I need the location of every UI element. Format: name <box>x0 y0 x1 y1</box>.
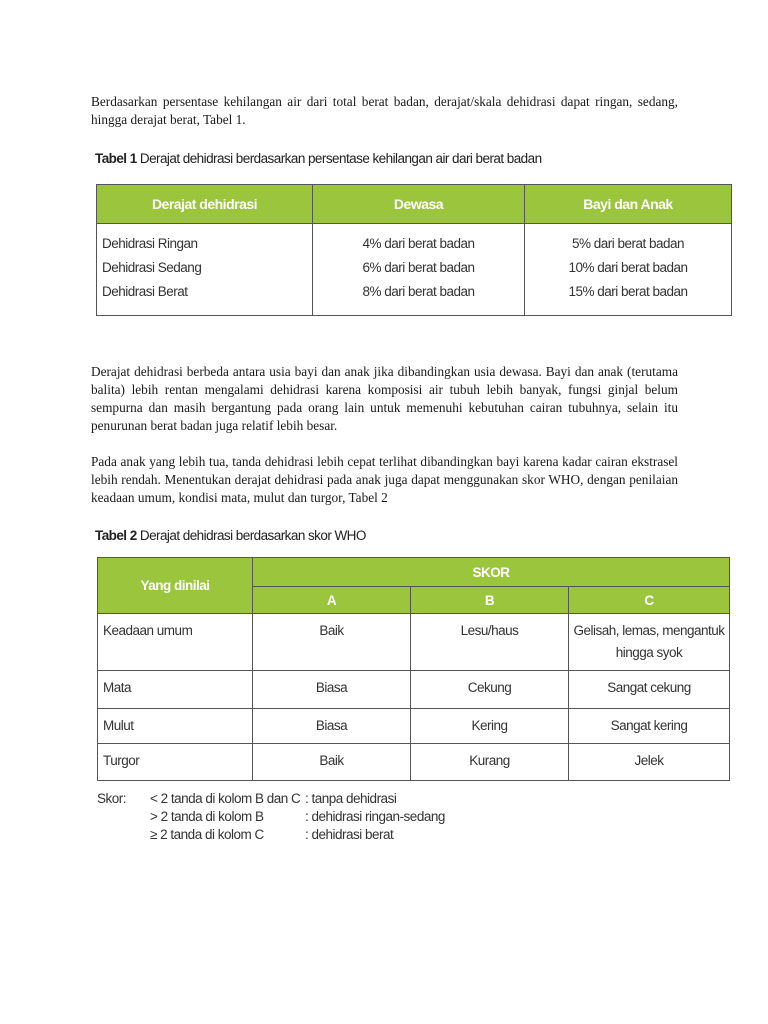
legend-condition: > 2 tanda di kolom B <box>150 809 264 824</box>
table1 <box>96 184 732 316</box>
table2-subheader-a: A <box>253 587 411 614</box>
table1-caption-text: Derajat dehidrasi berdasarkan persentase kehilangan air dari berat badan <box>139 151 542 166</box>
paragraph-age-differences: Derajat dehidrasi berbeda antara usia bayi dan anak jika dibandingkan usia dewasa. Bayi dan anak (terutama balita) lebih rentan mengalami dehidrasi karena komposisi air tubuh lebih banyak, fungsi ginjal belum sempurna dan masih bergantung pada orang lain untuk memenuhi kebutuhan cairan tubuhnya, selain itu penurunan berat badan juga relatif lebih besar. <box>91 364 678 433</box>
table-row <box>98 744 730 781</box>
table-row <box>98 614 730 671</box>
table1-cell: Dehidrasi Sedang <box>102 260 202 275</box>
table2-row-label: Keadaan umum <box>98 614 253 671</box>
table1-cell: 8% dari berat badan <box>362 284 475 299</box>
table-row <box>98 671 730 709</box>
table2 <box>97 557 730 781</box>
legend-result: : dehidrasi ringan-sedang <box>305 809 445 824</box>
legend-result: : tanpa dehidrasi <box>305 791 397 806</box>
table2-cell: Biasa <box>253 671 411 709</box>
table2-subheader-b: B <box>411 587 569 614</box>
table2-caption <box>95 528 366 543</box>
table2-row-label: Mulut <box>98 709 253 744</box>
legend-result: : dehidrasi berat <box>305 827 394 842</box>
table1-header-adult: Dewasa <box>313 185 525 224</box>
table2-cell: Jelek <box>569 744 730 781</box>
table-row <box>98 709 730 744</box>
table2-header-score: SKOR <box>253 558 730 587</box>
table2-header-assessed: Yang dinilai <box>98 558 253 614</box>
table2-cell: Gelisah, lemas, mengantuk hingga syok <box>569 614 730 671</box>
table1-header-child: Bayi dan Anak <box>525 185 732 224</box>
table2-caption-text: Derajat dehidrasi berdasarkan skor WHO <box>139 528 366 543</box>
table1-cell: Dehidrasi Berat <box>102 284 188 299</box>
table2-cell: Kering <box>411 709 569 744</box>
table1-cell: 15% dari berat badan <box>568 284 688 299</box>
table1-column-child <box>525 224 732 316</box>
table2-cell: Cekung <box>411 671 569 709</box>
table1-column-adult <box>313 224 525 316</box>
table2-cell: Lesu/haus <box>411 614 569 671</box>
paragraph-who-score: Pada anak yang lebih tua, tanda dehidrasi lebih cepat terlihat dibandingkan bayi karena kadar cairan ekstrasel lebih rendah. Menentukan derajat dehidrasi pada anak juga dapat menggunakan skor WHO, dengan penilaian keadaan umum, kondisi mata, mulut dan turgor, Tabel 2 <box>91 454 678 505</box>
table1-header-degree: Derajat dehidrasi <box>97 185 313 224</box>
table1-caption <box>95 151 542 166</box>
table2-cell: Biasa <box>253 709 411 744</box>
table1-cell: 5% dari berat badan <box>571 236 685 251</box>
table2-subheader-c: C <box>569 587 730 614</box>
table2-row-label: Mata <box>98 671 253 709</box>
table1-cell: 10% dari berat badan <box>568 260 688 275</box>
legend-condition: < 2 tanda di kolom B dan C <box>150 791 301 806</box>
table2-cell: Kurang <box>411 744 569 781</box>
legend-label: Skor: <box>97 791 127 806</box>
table1-cell: 6% dari berat badan <box>362 260 475 275</box>
table1-caption-label: Tabel 1 <box>95 151 137 166</box>
table2-caption-label: Tabel 2 <box>95 528 137 543</box>
table2-cell: Sangat cekung <box>569 671 730 709</box>
paragraph-intro: Berdasarkan persentase kehilangan air dari total berat badan, derajat/skala dehidrasi dapat ringan, sedang, hingga derajat berat, Tabel 1. <box>91 94 678 127</box>
table2-cell: Baik <box>253 744 411 781</box>
table1-column-degree <box>97 224 313 316</box>
legend-condition: ≥ 2 tanda di kolom C <box>150 827 264 842</box>
table2-row-label: Turgor <box>98 744 253 781</box>
table1-cell: 4% dari berat badan <box>362 236 475 251</box>
table1-cell: Dehidrasi Ringan <box>102 236 198 251</box>
table2-cell: Sangat kering <box>569 709 730 744</box>
table2-cell: Baik <box>253 614 411 671</box>
